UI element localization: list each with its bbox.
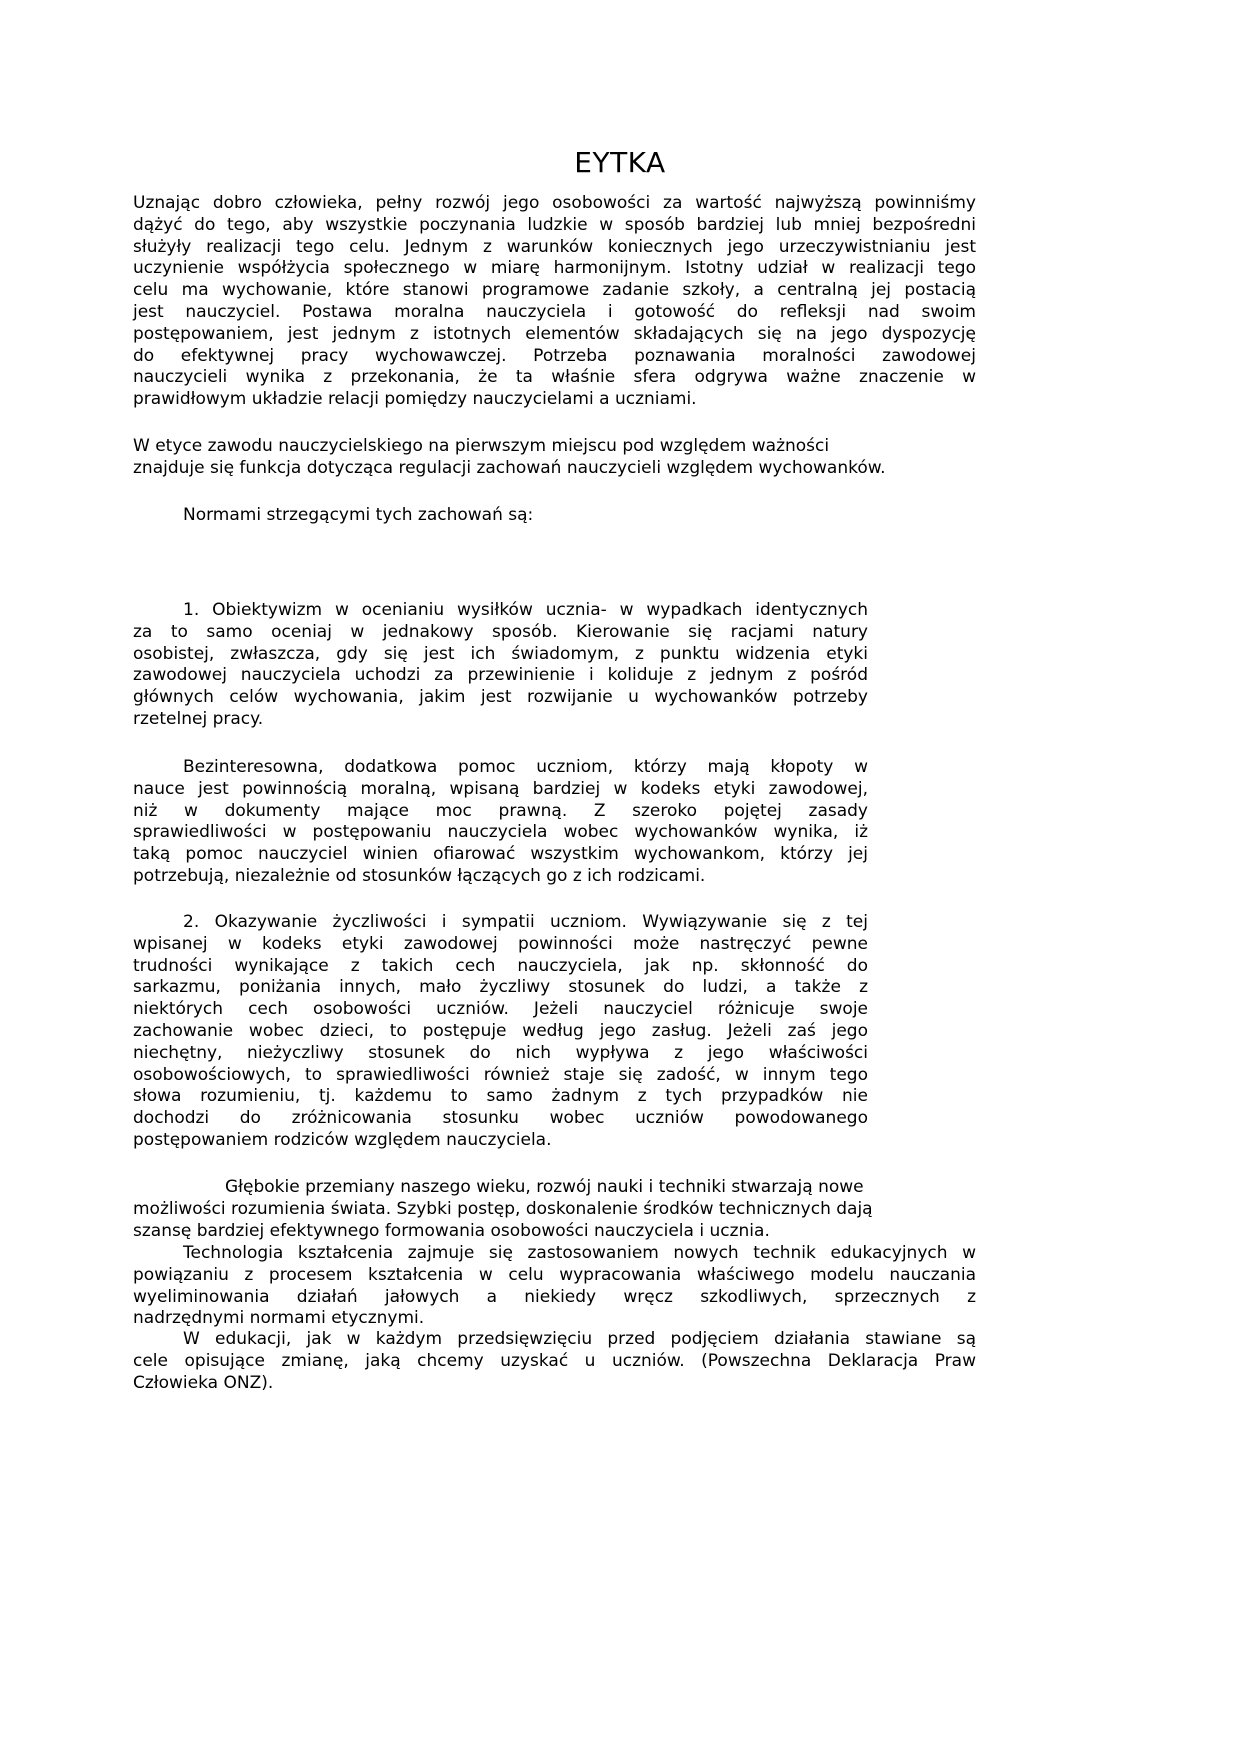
text-line: Uznając dobro człowieka, pełny rozwój jego osobowości za wartość najwyższą powinniśmy [133,193,976,213]
paragraph-technology [133,1243,976,1330]
text-line: znajduje się funkcja dotycząca regulacji zachowań nauczycieli względem wychowanków. [133,457,886,478]
document-title: EYTKA [574,146,666,179]
text-line: prawidłowym układzie relacji pomiędzy nauczycielami a uczniami. [133,389,697,410]
text-line: za to samo oceniaj w jednakowy sposób. Kierowanie się racjami natury [133,621,868,642]
text-line: postępowaniem, jest jednym z istotnych elementów składających się na jego dyspozycję [133,323,976,344]
text-line: jest nauczyciel. Postawa moralna nauczyciela i gotowość do refleksji nad swoim [133,301,976,322]
text-line: osobowościowych, to sprawiedliwości również staje się zadość, w innym tego [133,1064,868,1085]
text-line: sprawiedliwości w postępowaniu nauczyciela wobec wychowanków wynika, iż [133,822,868,843]
text-line: W etyce zawodu nauczycielskiego na pierwszym miejscu pod względem ważności [133,436,830,456]
paragraph-norm-2 [133,912,868,1152]
paragraph-ethics-profession [133,436,976,480]
text-line: W edukacji, jak w każdym przedsięwzięciu przed podjęciem działania stawiane są [183,1329,976,1349]
text-line: trudności wynikające z takich cech nauczyciela, jak np. skłonność do [133,955,868,976]
text-line: zachowanie wobec dzieci, to postępuje według jego zasług. Jeżeli zaś jego [133,1020,868,1041]
paragraph-selfless-help [133,757,868,888]
text-line: głównych celów wychowania, jakim jest rozwijanie u wychowanków potrzeby [133,687,868,708]
text-line: nauce jest powinnością moralną, wpisaną bardziej w kodeks etyki zawodowej, [133,778,868,799]
text-line: taką pomoc nauczyciel winien ofiarować wszystkim wychowankom, którzy jej [133,844,868,865]
paragraph-norms-heading [133,505,976,527]
text-line: dochodzi do zróżnicowania stosunku wobec uczniów powodowanego [133,1108,868,1129]
text-line: służyły realizacji tego celu. Jednym z warunków koniecznych jego urzeczywistnianiu jest [133,236,976,257]
text-line: celu ma wychowanie, które stanowi programowe zadanie szkoły, a centralną jej postacią [133,280,976,301]
text-line: 2. Okazywanie życzliwości i sympatii uczniom. Wywiązywanie się z tej [183,912,868,932]
text-line: słowa rozumieniu, tj. każdemu to samo żadnym z tych przypadków nie [133,1086,868,1107]
text-line: niektórych cech osobowości uczniów. Jeżeli nauczyciel różnicuje swoje [133,999,868,1020]
text-line: szansę bardziej efektywnego formowania osobowości nauczyciela i ucznia. [133,1220,770,1241]
text-line: Bezinteresowna, dodatkowa pomoc uczniom, którzy mają kłopoty w [183,757,868,777]
text-line: zawodowej nauczyciela uchodzi za przewinienie i koliduje z jednym z pośród [133,665,868,686]
text-line: niż w dokumenty mające moc prawną. Z szeroko pojętej zasady [133,800,868,821]
text-line: cele opisujące zmianę, jaką chcemy uzyskać u uczniów. (Powszechna Deklaracja Praw [133,1350,976,1371]
paragraph-education [133,1329,976,1394]
text-line: osobistej, zwłaszcza, gdy się jest ich świadomym, z punktu widzenia etyki [133,643,868,664]
text-line: wpisanej w kodeks etyki zawodowej powinności może nastręczyć pewne [133,933,868,954]
paragraph-intro [133,193,976,411]
text-line: Człowieka ONZ). [133,1372,274,1393]
text-line: do efektywnej pracy wychowawczej. Potrzeba poznawania moralności zawodowej [133,345,976,366]
text-line: rzetelnej pracy. [133,708,264,729]
text-line: możliwości rozumienia świata. Szybki postęp, doskonalenie środków technicznych dają [133,1198,873,1219]
text-line: 1. Obiektywizm w ocenianiu wysiłków ucznia- w wypadkach identycznych [183,600,868,620]
text-line: postępowaniem rodziców względem nauczyciela. [133,1129,552,1150]
text-line: powiązaniu z procesem kształcenia w celu wypracowania właściwego modelu nauczania [133,1264,976,1285]
text-line: nauczycieli wynika z przekonania, że ta właśnie sfera odgrywa ważne znaczenie w [133,367,976,388]
text-line: dążyć do tego, aby wszystkie poczynania ludzkie w sposób bardziej lub mniej bezpośredni [133,214,976,235]
paragraph-changes [133,1177,976,1242]
text-line: niechętny, nieżyczliwy stosunek do nich wypływa z jego właściwości [133,1042,868,1063]
text-line: nadrzędnymi normami etycznymi. [133,1308,425,1329]
text-line: Technologia kształcenia zajmuje się zastosowaniem nowych technik edukacyjnych w [183,1243,976,1263]
text-line: Głębokie przemiany naszego wieku, rozwój nauki i techniki stwarzają nowe [225,1177,864,1197]
text-line: potrzebują, niezależnie od stosunków łączących go z ich rodzicami. [133,865,706,886]
text-line: sarkazmu, poniżania innych, mało życzliwy stosunek do ludzi, a także z [133,977,868,998]
text-line: uczynienie współżycia społecznego w miarę harmonijnym. Istotny udział w realizacji tego [133,258,976,279]
text-line: wyeliminowania działań jałowych a niekiedy wręcz szkodliwych, sprzecznych z [133,1286,976,1307]
text-line: Normami strzegącymi tych zachowań są: [183,505,534,525]
paragraph-norm-1 [133,600,868,731]
